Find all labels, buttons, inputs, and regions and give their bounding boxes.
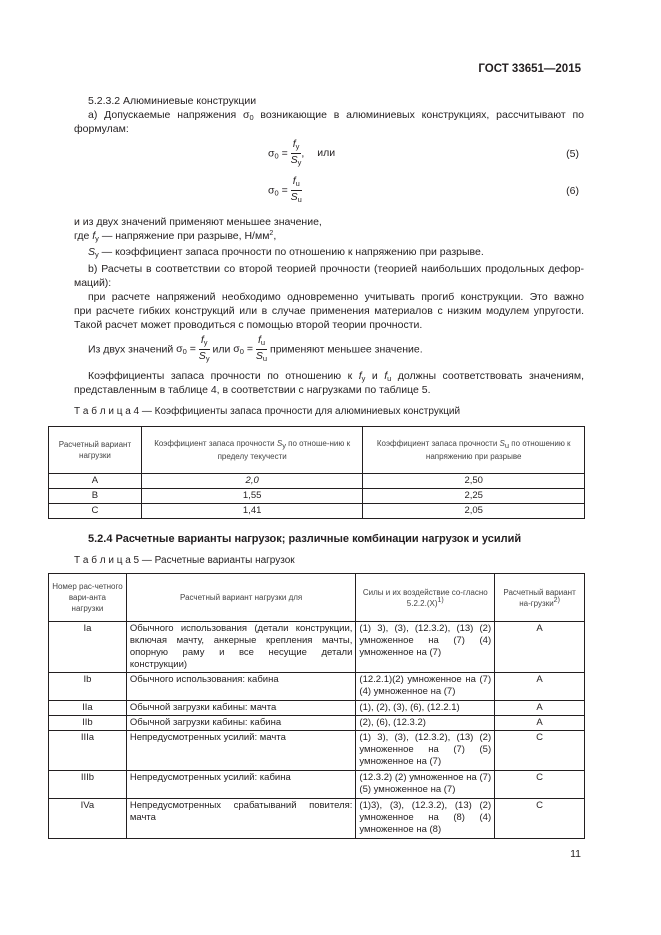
coef-line2: представленным в таблице 4, в соответствии с нагрузками по таблице 5. (74, 384, 431, 396)
table-row: IIIa Непредусмотренных усилий: мачта (1) 3), (3), (12.3.2), (13) (2) умноженное на (7) (5) умноженное на (7) C (49, 731, 585, 771)
paragraph-a-line2: формулам: (74, 123, 129, 135)
paragraph-p1-line2: при расчете гибких конструкций или в случае применения материалов с низким модулем упругости. (74, 305, 584, 317)
table5-caption: Т а б л и ц а 5 — Расчетные варианты нагрузок (74, 555, 295, 566)
table5-header-calc: Расчетный вариант на-грузки$^{2)}$ (495, 574, 585, 622)
page-number: 11 (570, 848, 581, 860)
paragraph-b-line1: b) Расчеты в соответствии со второй теорией прочности (теорией наибольших продольных дефор- (88, 263, 584, 275)
table4-caption: Т а б л и ц а 4 — Коэффициенты запаса прочности для алюминиевых конструкций (74, 406, 461, 417)
table-row: B 1,55 2,25 (49, 489, 585, 504)
table4-header-sy: Коэффициент запаса прочности $S_y$ по отноше-нию к пределу текучести (141, 427, 363, 474)
paragraph-b-line2: маций): (74, 277, 112, 289)
table5 (48, 573, 585, 839)
table-row: Ib Обычного использования: кабина (12.2.1)(2) умноженное на (7) (4) умноженное на (7) A (49, 673, 585, 701)
table-row: Ia Обычного использования (детали конструкции, включая мачту, анкерные крепления мачты, опорную раму и все несущие детали конструкции) (1) 3), (3), (12.3.2), (13) (2) умноженное на (7) (4) умноженное на (7) A (49, 622, 585, 673)
paragraph-a-line1: а) Допускаемые напряжения $\sigma_0$ возникающие в алюминиевых конструкциях, рассчитывают по (88, 109, 584, 122)
table-row: A 2,0 2,50 (49, 474, 585, 489)
table-row: IIIb Непредусмотренных усилий: кабина (12.3.2) (2) умноженное на (7) (5) умноженное на (7) C (49, 771, 585, 799)
table5-header-number: Номер рас-четного вари-анта нагрузки (49, 574, 127, 622)
formula-5-number: (5) (566, 148, 579, 160)
table5-header-variant: Расчетный вариант нагрузки для (126, 574, 356, 622)
where-fy-line: где $f_y$ — напряжение при разрыве, $Н/мм^2$, (74, 230, 277, 243)
table4-header-su: Коэффициент запаса прочности $S_u$ по отношению к напряжению при разрыве (363, 427, 585, 474)
table-row: IIb Обычной загрузки кабины: кабина (2), (6), (12.3.2) A (49, 716, 585, 731)
table5-header-row (49, 574, 585, 622)
table-row: IVa Непредусмотренных срабатываний повителя: мачта (1)3), (3), (12.3.2), (13) (2) умноженное на (8) (4) умноженное на (8) C (49, 799, 585, 839)
where-sy-line: $S_y$ — коэффициент запаса прочности по отношению к напряжению при разрыве. (88, 246, 484, 259)
coef-line1: Коэффициенты запаса прочности по отношению к $f_y$ и $f_u$ должны соответствовать значениям, (88, 370, 585, 383)
standard-header: ГОСТ 33651—2015 (478, 63, 581, 75)
section-524-title: 5.2.4 Расчетные варианты нагрузок; различные комбинации нагрузок и усилий (88, 533, 522, 545)
table4 (48, 426, 585, 519)
two-values-line: Из двух значений $\sigma_0$ = $\frac{f_y}{S_y}$ или $\sigma_0$ = $\frac{f_u}{S_u}$ применяют меньшее значение. (88, 334, 423, 363)
table4-header-variant: Расчетный вариант нагрузки (49, 427, 142, 474)
choose-line: и из двух значений применяют меньшее значение, (74, 216, 322, 228)
table5-header-forces: Силы и их воздействие со-гласно $5.2.2.(X)^{1)}$ (356, 574, 495, 622)
paragraph-p1-line1: при расчете напряжений необходимо одновременно учитывать прогиб конструкции. Это важно (88, 291, 584, 303)
table-row: C 1,41 2,05 (49, 504, 585, 519)
formula-5: $\sigma_0$ = $\frac{f_y}{S_y}$ , или (268, 138, 336, 167)
table4-header-row (49, 427, 585, 474)
paragraph-p1-line3: Такой расчет может проводиться с помощью второй теории прочности. (74, 319, 423, 331)
formula-6: $\sigma_0$ = $\frac{f_u}{S_u}$ (268, 175, 302, 204)
formula-6-number: (6) (566, 185, 579, 197)
section-5232-title: 5.2.3.2 Алюминиевые конструкции (88, 95, 257, 107)
table-row: IIa Обычной загрузки кабины: мачта (1), (2), (3), (6), (12.2.1) A (49, 701, 585, 716)
